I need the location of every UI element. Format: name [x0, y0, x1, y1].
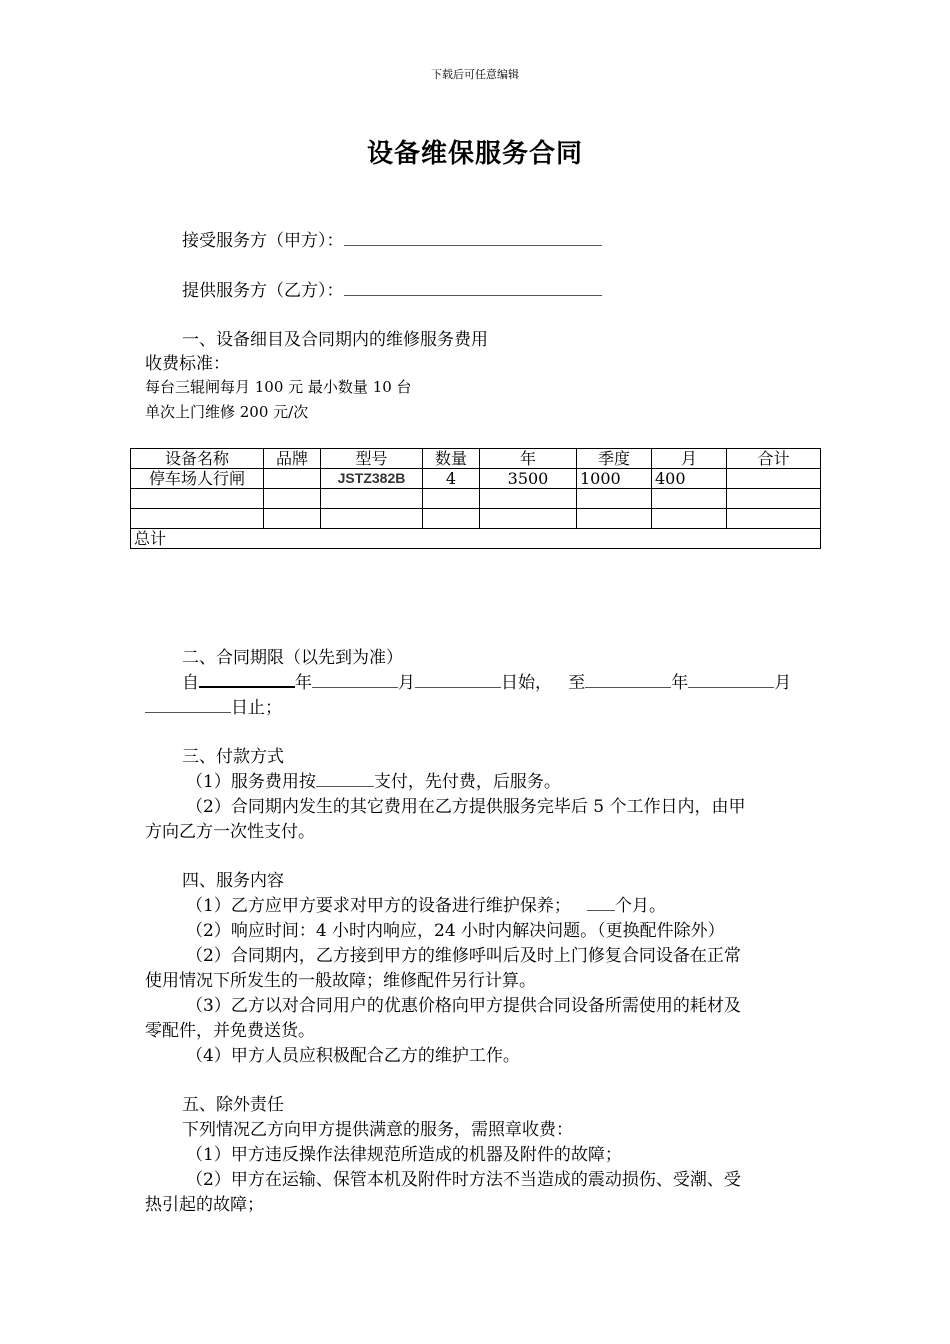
fee-standard-label: 收费标准：	[145, 354, 230, 374]
end-month-field[interactable]	[688, 673, 774, 688]
header-note: 下载后可任意编辑	[431, 68, 519, 81]
section3-heading: 三、付款方式	[182, 747, 284, 767]
table-header-cell: 年	[480, 449, 577, 469]
maintenance-months-field[interactable]	[587, 896, 615, 911]
table-cell	[131, 489, 264, 509]
party-b-label: 提供服务方（乙方）：	[182, 281, 344, 301]
table-header-row	[131, 449, 821, 469]
table-total-label: 总计	[131, 529, 821, 549]
table-cell	[727, 509, 821, 529]
service-item-3-line2: 使用情况下所发生的一般故障；维修配件另行计算。	[145, 971, 536, 991]
contract-title: 设备维保服务合同	[366, 139, 583, 169]
end-day-field[interactable]	[145, 698, 231, 713]
table-header-cell: 季度	[577, 449, 652, 469]
party-b-field[interactable]	[344, 281, 602, 296]
section2-heading: 二、合同期限（以先到为准）	[182, 648, 403, 668]
fee-line-1: 每台三辊闸每月 100 元 最小数量 10 台	[145, 378, 412, 396]
section4-heading: 四、服务内容	[182, 871, 284, 891]
table-cell	[727, 469, 821, 489]
exclusion-item-2-line1: （2）甲方在运输、保管本机及附件时方法不当造成的震动损伤、受潮、受	[186, 1170, 741, 1190]
table-cell	[423, 489, 480, 509]
term-from: 自	[182, 673, 199, 693]
table-header-cell: 品牌	[264, 449, 321, 469]
term-to: 至	[568, 673, 586, 693]
service-item-5: （4）甲方人员应积极配合乙方的维护工作。	[186, 1046, 520, 1066]
table-cell	[321, 509, 423, 529]
table-cell	[727, 489, 821, 509]
table-row	[131, 509, 821, 529]
payment-item-1-text: （1）服务费用按	[186, 772, 316, 792]
table-row	[131, 489, 821, 509]
term-year-label-2: 年	[671, 673, 689, 693]
term-line-2	[145, 693, 282, 718]
equipment-table	[130, 448, 821, 549]
payment-item-2-line1: （2）合同期内发生的其它费用在乙方提供服务完毕后 5 个工作日内，由甲	[186, 797, 746, 817]
table-cell	[652, 489, 727, 509]
table-header-cell: 型号	[321, 449, 423, 469]
table-cell	[264, 509, 321, 529]
table-cell: 停车场人行闸	[131, 469, 264, 489]
service-item-1-text-2: 个月。	[615, 896, 667, 916]
end-year-field[interactable]	[585, 673, 671, 688]
table-cell	[264, 469, 321, 489]
fee-line-2: 单次上门维修 200 元/次	[145, 403, 309, 421]
table-cell	[321, 489, 423, 509]
service-item-4-line1: （3）乙方以对合同用户的优惠价格向甲方提供合同设备所需使用的耗材及	[186, 996, 741, 1016]
term-month-label-2: 月	[774, 673, 792, 693]
exclusion-item-2-line2: 热引起的故障；	[145, 1195, 264, 1215]
start-day-field[interactable]	[415, 673, 501, 688]
table-cell	[577, 489, 652, 509]
service-item-2: （2）响应时间：4 小时内响应，24 小时内解决问题。（更换配件除外）	[186, 921, 725, 941]
service-item-1	[186, 891, 666, 916]
table-row	[131, 469, 821, 489]
party-a-line	[182, 226, 602, 251]
table-cell	[480, 489, 577, 509]
party-a-label: 接受服务方（甲方）：	[182, 231, 344, 251]
table-cell	[652, 509, 727, 529]
table-cell: 4	[423, 469, 480, 489]
table-cell: JSTZ382B	[321, 469, 423, 489]
section5-heading: 五、除外责任	[182, 1095, 284, 1115]
party-b-line	[182, 276, 602, 301]
table-total-row	[131, 529, 821, 549]
table-header-cell: 设备名称	[131, 449, 264, 469]
table-header-cell: 数量	[423, 449, 480, 469]
payment-item-1	[186, 767, 561, 792]
exclusion-item-1: （1）甲方违反操作法律规范所造成的机器及附件的故障；	[186, 1145, 622, 1165]
table-header-cell: 月	[652, 449, 727, 469]
exclusion-intro: 下列情况乙方向甲方提供满意的服务，需照章收费：	[182, 1120, 573, 1140]
table-cell	[423, 509, 480, 529]
table-cell: 1000	[577, 469, 652, 489]
table-cell	[480, 509, 577, 529]
term-month-label: 月	[398, 673, 415, 693]
party-a-field[interactable]	[344, 231, 602, 246]
term-start-label: 日始，	[501, 673, 552, 693]
table-cell	[264, 489, 321, 509]
service-item-3-line1: （2）合同期内，乙方接到甲方的维修呼叫后及时上门修复合同设备在正常	[186, 946, 741, 966]
table-cell	[131, 509, 264, 529]
service-item-4-line2: 零配件，并免费送货。	[145, 1021, 315, 1041]
payment-item-1-text-2: 支付，先付费，后服务。	[373, 772, 561, 792]
term-year-label: 年	[295, 673, 312, 693]
payment-method-field[interactable]	[316, 772, 374, 787]
service-item-1-text: （1）乙方应甲方要求对甲方的设备进行维护保养；	[186, 896, 571, 916]
table-cell	[577, 509, 652, 529]
start-year-field[interactable]	[199, 672, 295, 688]
term-end-label: 日止；	[231, 698, 282, 718]
table-header-cell: 合计	[727, 449, 821, 469]
table-cell: 3500	[480, 469, 577, 489]
start-month-field[interactable]	[312, 673, 398, 688]
term-line	[182, 668, 791, 693]
payment-item-2-line2: 方向乙方一次性支付。	[145, 822, 315, 842]
table-cell: 400	[652, 469, 727, 489]
section1-heading: 一、设备细目及合同期内的维修服务费用	[182, 330, 488, 350]
